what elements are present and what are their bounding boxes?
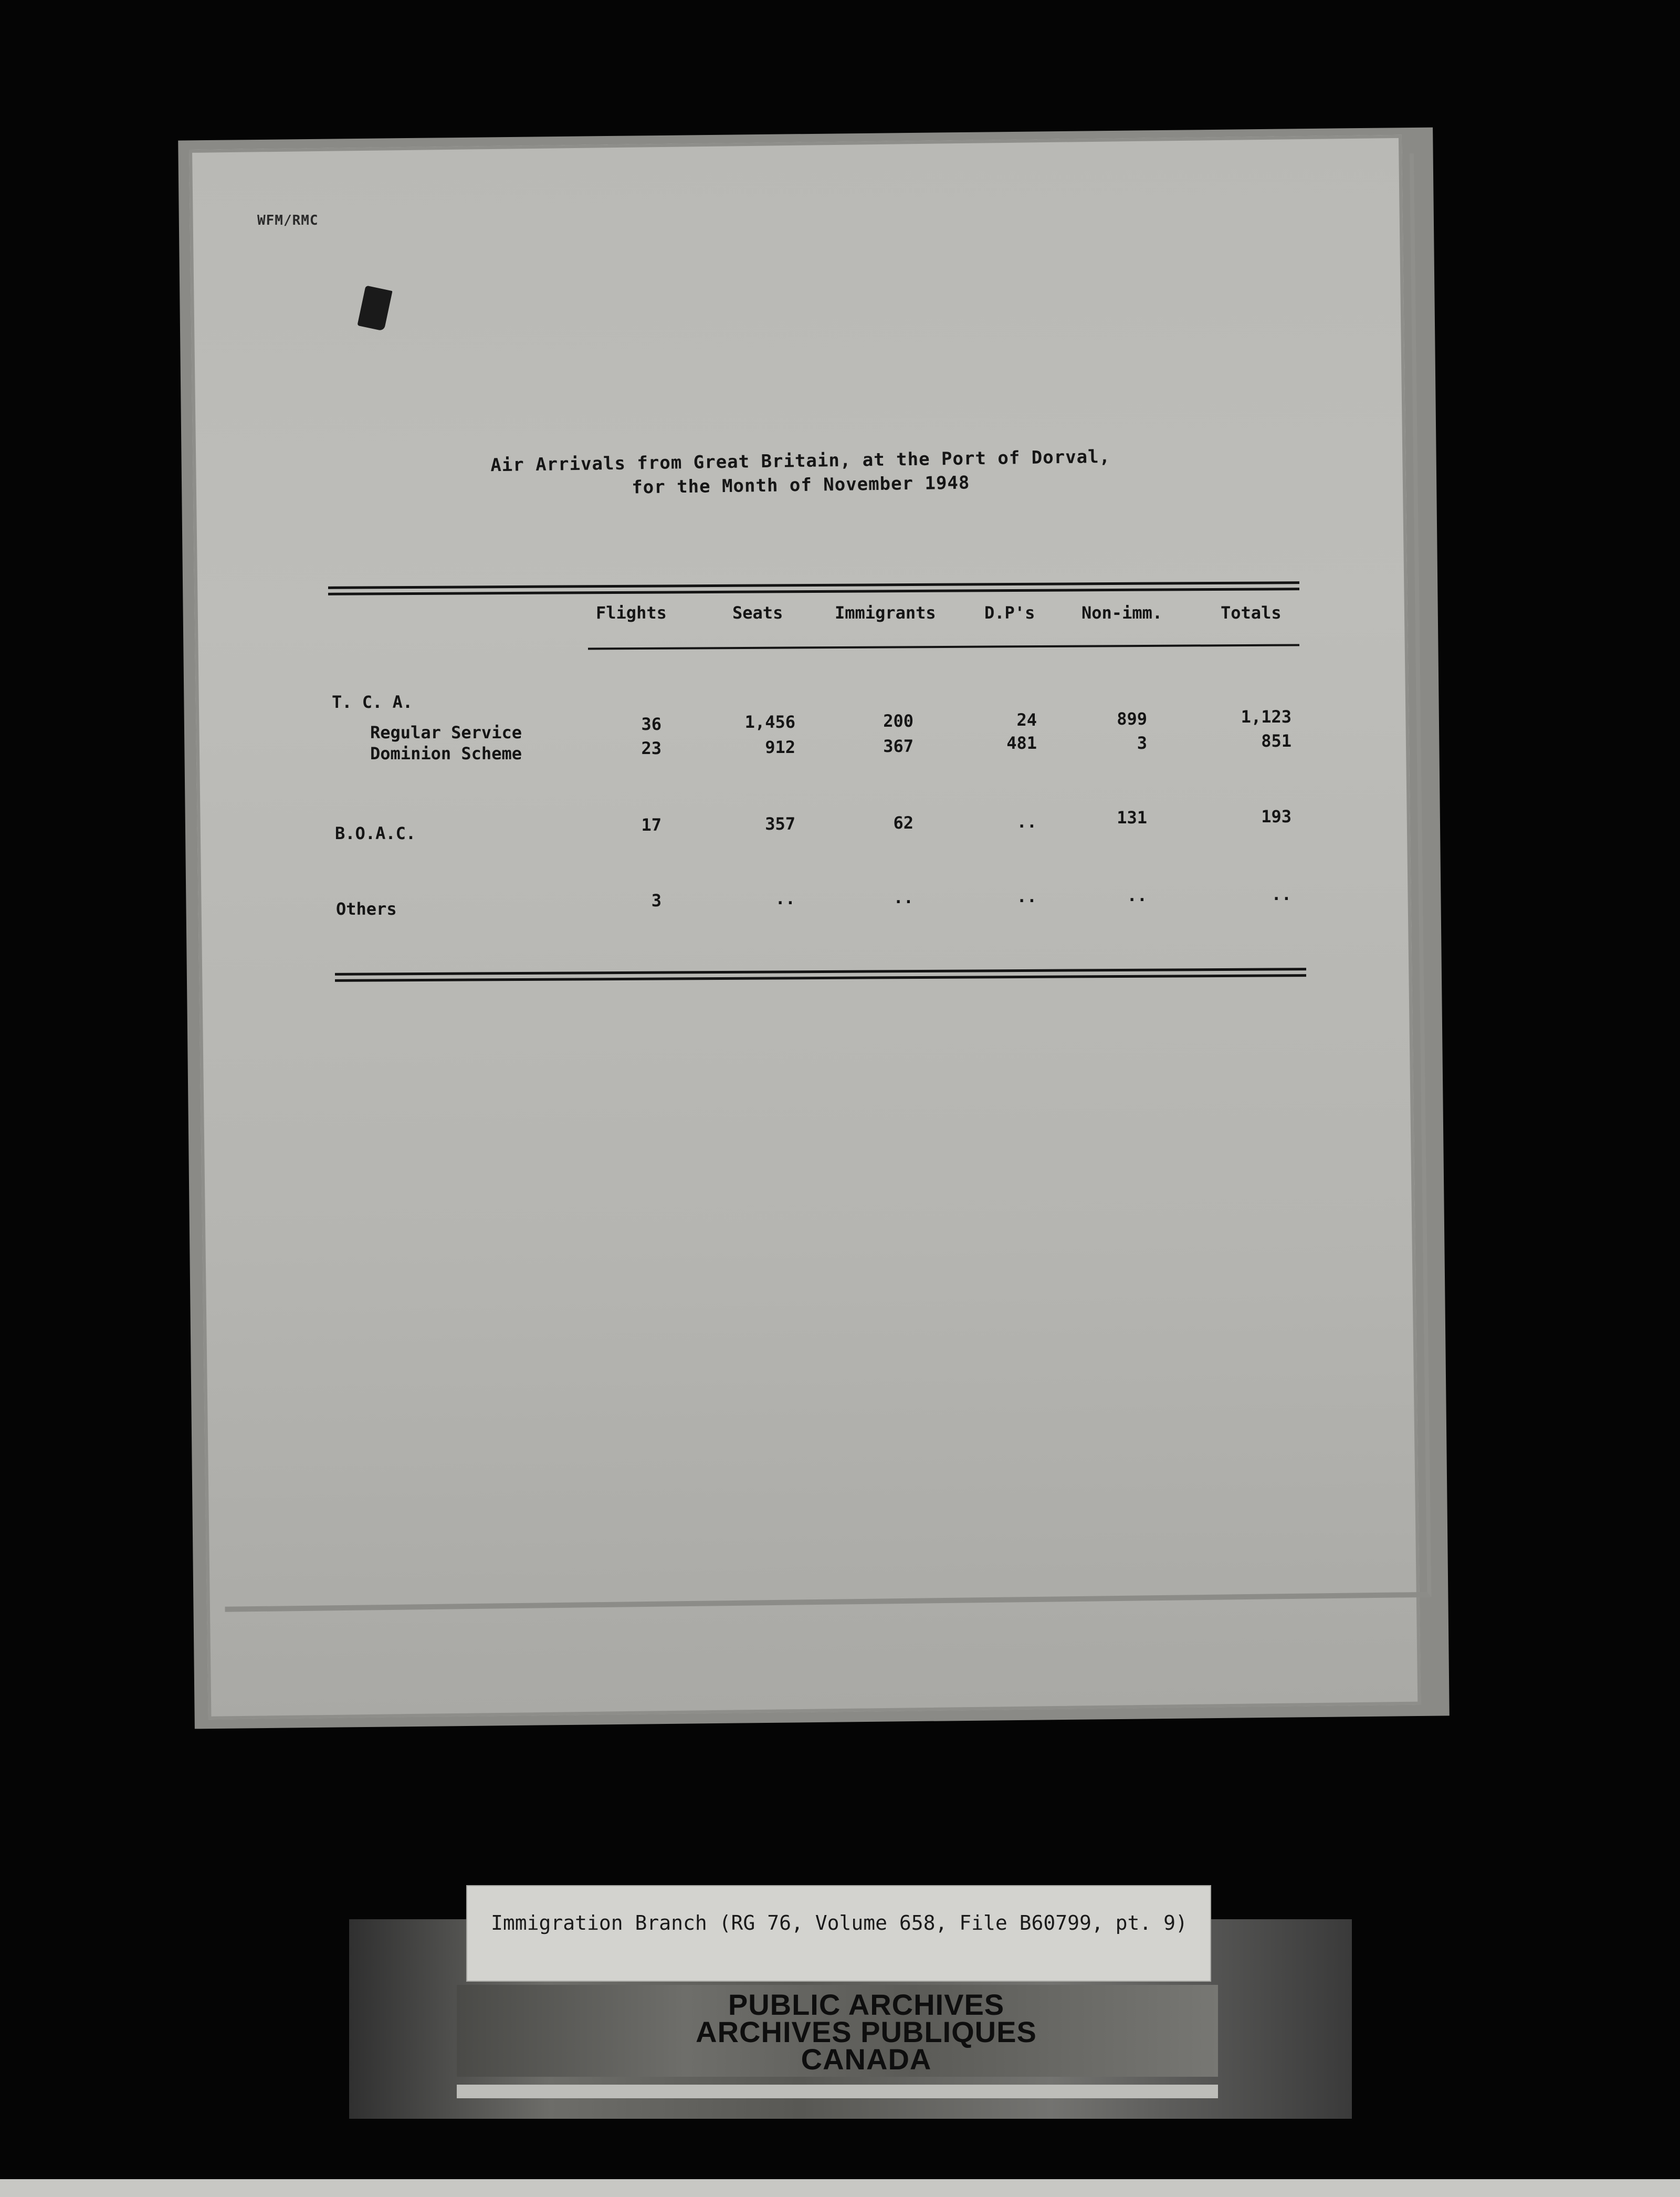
cell-boac-seats: 357 [765, 814, 795, 834]
cell-dominion-immigrants: 367 [883, 736, 914, 756]
cell-regular-flights: 36 [641, 714, 662, 734]
cell-dominion-seats: 912 [765, 737, 795, 757]
group-label-tca: T. C. A. [332, 692, 413, 712]
cell-regular-dps: 24 [1016, 710, 1037, 730]
col-header-dps: D.P's [984, 603, 1035, 623]
cell-dominion-dps: 481 [1006, 733, 1037, 753]
cell-regular-totals: 1,123 [1241, 707, 1292, 727]
stamp-line-3: CANADA [801, 2043, 932, 2076]
cell-boac-flights: 17 [641, 815, 662, 835]
cell-boac-dps: .. [1016, 812, 1037, 832]
cell-boac-immigrants: 62 [893, 813, 914, 833]
cell-others-totals: .. [1271, 884, 1292, 904]
row-label-regular-service: Regular Service [370, 723, 522, 742]
cell-others-immigrants: .. [893, 887, 914, 907]
cell-boac-non-imm: 131 [1117, 808, 1147, 828]
cell-others-flights: 3 [651, 891, 662, 911]
group-label-others: Others [336, 899, 397, 919]
sheet-edge [207, 153, 1431, 1612]
cell-regular-seats: 1,456 [744, 712, 795, 732]
col-header-totals: Totals [1221, 603, 1282, 623]
row-label-dominion-scheme: Dominion Scheme [370, 744, 522, 763]
film-bottom-edge [0, 2179, 1680, 2197]
cell-regular-immigrants: 200 [883, 711, 914, 731]
stamp-line-1: PUBLIC ARCHIVES [728, 1988, 1005, 2021]
col-header-flights: Flights [596, 603, 667, 623]
title-line-2: for the Month of November 1948 [632, 472, 970, 498]
reference-mark: WFM/RMC [257, 213, 319, 228]
stamp-line-2: ARCHIVES PUBLIQUES [696, 2015, 1037, 2048]
cell-dominion-totals: 851 [1261, 731, 1292, 751]
group-label-boac: B.O.A.C. [335, 823, 416, 843]
cell-regular-non-imm: 899 [1117, 709, 1147, 729]
col-header-non-imm: Non-imm. [1082, 603, 1163, 623]
title-line-1: Air Arrivals from Great Britain, at the Port of Dorval, [490, 446, 1111, 476]
label-bottom-band [457, 2085, 1218, 2098]
cell-dominion-non-imm: 3 [1137, 733, 1147, 753]
cell-others-dps: .. [1016, 886, 1037, 906]
cell-dominion-flights: 23 [641, 738, 662, 758]
cell-boac-totals: 193 [1261, 807, 1292, 827]
col-header-seats: Seats [732, 603, 783, 623]
file-label-text: Immigration Branch (RG 76, Volume 658, File B60799, pt. 9) [491, 1911, 1188, 1934]
cell-others-non-imm: .. [1127, 885, 1147, 905]
col-header-immigrants: Immigrants [835, 603, 936, 623]
cell-others-seats: .. [775, 888, 795, 908]
